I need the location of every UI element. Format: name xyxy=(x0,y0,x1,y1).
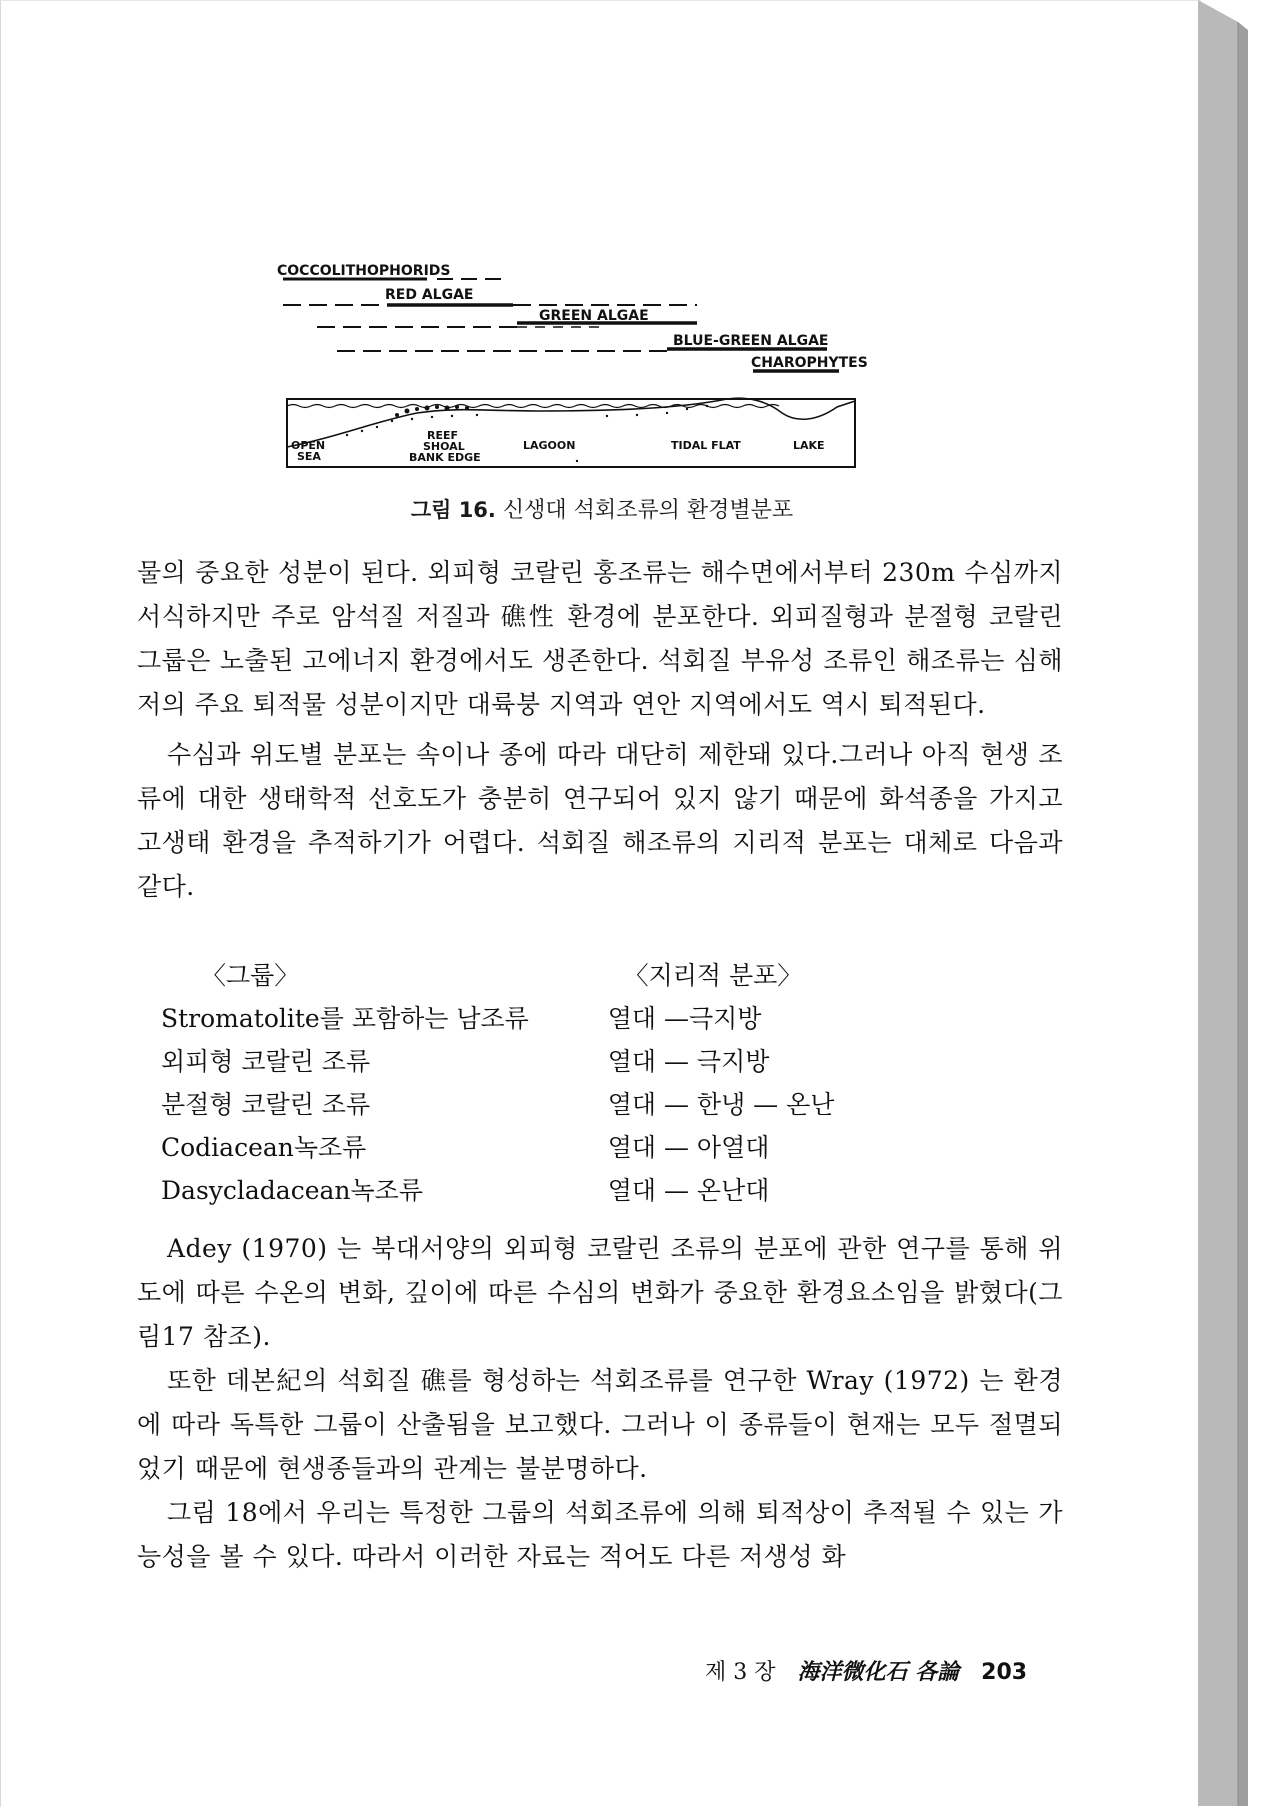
row-distribution: 열대 — 한냉 — 온난 xyxy=(607,1090,835,1119)
label-coccolithophorids: COCCOLITHOPHORIDS xyxy=(277,263,451,279)
row-distribution: 열대 — 극지방 xyxy=(607,1047,770,1076)
paragraph-1: 물의 중요한 성분이 된다. 외피형 코랄린 홍조류는 해수면에서부터 230m 수심까지 서식하지만 주로 암석질 저질과 礁性 환경에 분포한다. 외피질형과 분절형 코랄린 그룹은 노출된 고에너지 환경에서도 생존한다. 석회질 부유성 조류인 해조류는 심해저의 주요 퇴적물 성분이지만 대륙붕 지역과 연안 지역에서도 역시 퇴적된다. xyxy=(137,558,1063,719)
table-row xyxy=(161,997,901,1040)
distribution-table xyxy=(161,954,901,1212)
label-green-algae: GREEN ALGAE xyxy=(539,308,649,324)
table-row xyxy=(161,1083,901,1126)
environment-distribution-diagram xyxy=(277,261,927,481)
page-edge-shadow xyxy=(1198,0,1276,1806)
env-open-sea-2: SEA xyxy=(297,450,321,463)
chapter-label: 제 3 장 xyxy=(705,1660,776,1685)
label-blue-green-algae: BLUE-GREEN ALGAE xyxy=(673,333,829,349)
table-header xyxy=(161,954,901,997)
env-shoal: SHOAL xyxy=(423,440,465,453)
row-group: Stromatolite를 포함하는 남조류 xyxy=(161,1004,529,1033)
row-distribution: 열대 — 온난대 xyxy=(607,1176,770,1205)
figure-caption-number: 그림 16. xyxy=(410,498,496,522)
paragraph-2: 수심과 위도별 분포는 속이나 종에 따라 대단히 제한돼 있다.그러나 아직 현생 조류에 대한 생태학적 선호도가 충분히 연구되어 있지 않기 때문에 화석종을 가지고 고생태 환경을 추적하기가 어렵다. 석회질 해조류의 지리적 분포는 대체로 다음과 같다. xyxy=(137,740,1063,901)
table-row xyxy=(161,1040,901,1083)
paragraph-4: 또한 데본紀의 석회질 礁를 형성하는 석회조류를 연구한 Wray (1972) 는 환경에 따라 독특한 그룹이 산출됨을 보고했다. 그러나 이 종류들이 현재는 모두 절멸되었기 때문에 현생종들과의 관계는 불분명하다. xyxy=(137,1366,1063,1483)
label-charophytes: CHAROPHYTES xyxy=(751,355,868,371)
env-lagoon: LAGOON xyxy=(523,439,576,452)
figure-caption-text: 신생대 석회조류의 환경별분포 xyxy=(495,498,794,523)
figure-16 xyxy=(277,261,927,523)
text-block-1 xyxy=(137,551,1063,909)
row-group: Dasycladacean녹조류 xyxy=(161,1176,423,1205)
page-number: 203 xyxy=(981,1660,1028,1685)
figure-caption xyxy=(277,493,927,524)
row-distribution: 열대 —극지방 xyxy=(607,1004,762,1033)
row-distribution: 열대 — 아열대 xyxy=(607,1133,770,1162)
env-lake: LAKE xyxy=(793,439,825,452)
row-group: Codiacean녹조류 xyxy=(161,1133,367,1162)
text-block-2 xyxy=(137,1227,1063,1579)
page-footer xyxy=(705,1655,1065,1686)
row-group: 분절형 코랄린 조류 xyxy=(161,1090,371,1119)
table-row xyxy=(161,1169,901,1212)
env-open-sea-1: OPEN xyxy=(291,439,326,452)
label-red-algae: RED ALGAE xyxy=(385,287,474,303)
row-group: 외피형 코랄린 조류 xyxy=(161,1047,371,1076)
paragraph-3: Adey (1970) 는 북대서양의 외피형 코랄린 조류의 분포에 관한 연구를 통해 위도에 따른 수온의 변화, 깊이에 따른 수심의 변화가 중요한 환경요소임을 밝혔다(그림17 참조). xyxy=(137,1234,1063,1351)
header-distribution: 〈지리적 분포〉 xyxy=(623,961,803,990)
env-tidal-flat: TIDAL FLAT xyxy=(671,439,741,452)
chapter-title: 海洋微化石 各論 xyxy=(797,1659,960,1685)
paragraph-5: 그림 18에서 우리는 특정한 그룹의 석회조류에 의해 퇴적상이 추적될 수 있는 가능성을 볼 수 있다. 따라서 이러한 자료는 적어도 다른 저생성 화 xyxy=(137,1498,1063,1571)
header-group: 〈그룹〉 xyxy=(201,961,300,990)
env-reef: REEF xyxy=(427,429,459,442)
table-row xyxy=(161,1126,901,1169)
env-bank-edge: BANK EDGE xyxy=(409,451,481,464)
